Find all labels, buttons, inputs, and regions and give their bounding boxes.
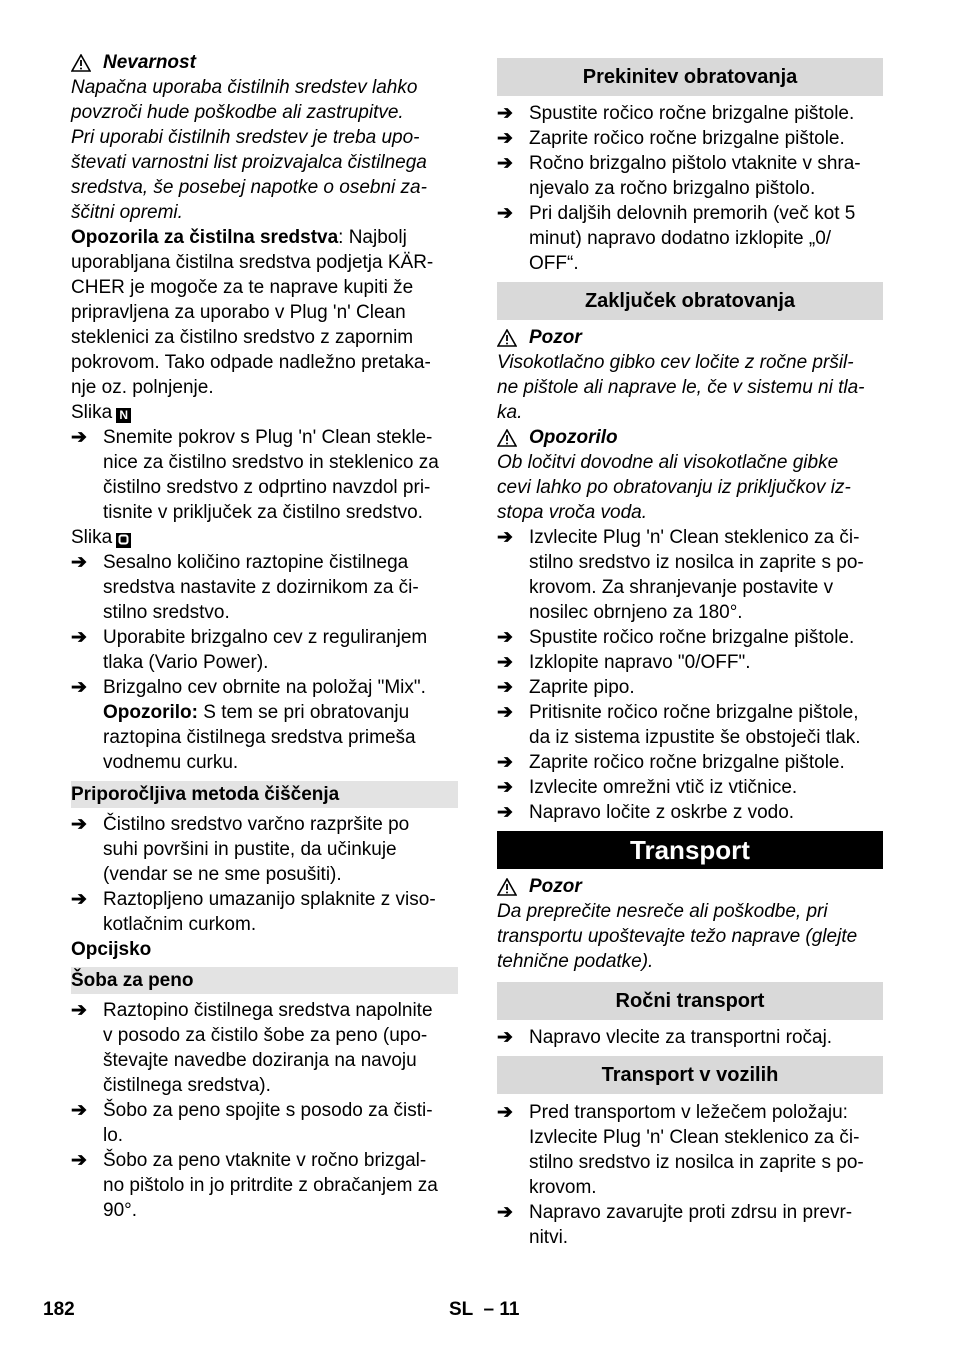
page-number: 182 bbox=[43, 1299, 75, 1320]
page-label: SL – 11 bbox=[449, 1299, 520, 1320]
text-line: nje oz. polnjenje. bbox=[71, 377, 214, 398]
arrow-icon: ➔ bbox=[71, 814, 87, 835]
arrow-icon: ➔ bbox=[497, 203, 513, 224]
step-item bbox=[497, 1100, 883, 1200]
arrow-icon: ➔ bbox=[71, 552, 87, 573]
step-item bbox=[497, 151, 883, 201]
text-line: čistilno sredstvo z odprtino navzdol pri- bbox=[103, 477, 431, 498]
text-line: stilno sredstvo iz nosilca in zaprite s po- bbox=[529, 1152, 864, 1173]
heading-manual-transport: Ročni transport bbox=[497, 982, 883, 1020]
text-line: krovom. bbox=[529, 1177, 597, 1198]
step-text bbox=[529, 625, 883, 650]
text-line: ne pištole ali naprave le, če v sistemu ni tla- bbox=[497, 377, 865, 398]
text-line: Šobo za peno vtaknite v ročno brizgal- bbox=[103, 1150, 427, 1171]
step-text bbox=[103, 550, 458, 625]
text-line: suhi površini in pustite, da učinkuje bbox=[103, 839, 397, 860]
text-line: uporabljana čistilna sredstva podjetja KÄR- bbox=[71, 252, 434, 273]
text-line: Izvlecite omrežni vtič iz vtičnice. bbox=[529, 777, 798, 798]
text-line: no pištolo in jo pritrdite z obračanjem za bbox=[103, 1175, 438, 1196]
figure-key-o bbox=[116, 533, 131, 548]
arrow-icon: ➔ bbox=[497, 1027, 513, 1048]
arrow-icon: ➔ bbox=[497, 1102, 513, 1123]
text-line: raztopina čistilnega sredstva primeša bbox=[103, 727, 416, 748]
text-line: Uporabite brizgalno cev z reguliranjem bbox=[103, 627, 428, 648]
text-line: Zaprite ročico ročne brizgalne pištole. bbox=[529, 752, 845, 773]
text-line: (vendar se ne sme posušiti). bbox=[103, 864, 342, 885]
text-line: Zaprite pipo. bbox=[529, 677, 635, 698]
text-line: OFF“. bbox=[529, 253, 579, 274]
danger-title: Nevarnost bbox=[103, 52, 196, 73]
warning-icon bbox=[497, 329, 517, 347]
step-item bbox=[497, 650, 883, 675]
text-line: sredstva nastavite z dozirnikom za či- bbox=[103, 577, 419, 598]
step-text bbox=[103, 1098, 458, 1148]
text-line: da iz sistema izpustite še obstoječi tlak. bbox=[529, 727, 861, 748]
text-line: ka. bbox=[497, 402, 523, 423]
danger-text bbox=[71, 75, 458, 225]
step-text bbox=[529, 700, 883, 750]
step-text bbox=[529, 126, 883, 151]
arrow-icon: ➔ bbox=[71, 1150, 87, 1171]
text-line: povzroči hude poškodbe ali zastrupitve. bbox=[71, 102, 404, 123]
step-text bbox=[529, 1025, 883, 1050]
arrow-icon: ➔ bbox=[497, 652, 513, 673]
step-item bbox=[71, 550, 458, 625]
text-line: stopa vroča voda. bbox=[497, 502, 647, 523]
text-line: Ob ločitvi dovodne ali visokotlačne gibke bbox=[497, 452, 839, 473]
caution-text bbox=[497, 350, 883, 425]
text-line: sredstva, še posebej napotke o osebni za- bbox=[71, 177, 427, 198]
step-text bbox=[529, 675, 883, 700]
text-line: Sesalno količino raztopine čistilnega bbox=[103, 552, 409, 573]
heading-foam-nozzle: Šoba za peno bbox=[71, 967, 458, 994]
step-text bbox=[529, 800, 883, 825]
text-line: števajte navedbe doziranja na navoju bbox=[103, 1050, 417, 1071]
text-line: Čistilno sredstvo varčno razpršite po bbox=[103, 814, 410, 835]
text-line: Pri uporabi čistilnih sredstev je treba upo- bbox=[71, 127, 420, 148]
text-line: Napravo zavarujte proti zdrsu in prevr- bbox=[529, 1202, 853, 1223]
arrow-icon: ➔ bbox=[71, 1100, 87, 1121]
text-line: Visokotlačno gibko cev ločite z ročne pršil- bbox=[497, 352, 854, 373]
caution-title: Pozor bbox=[529, 327, 582, 348]
step-text bbox=[103, 675, 458, 775]
arrow-icon: ➔ bbox=[497, 128, 513, 149]
text-line: v posodo za čistilo šobe za peno (upo- bbox=[103, 1025, 428, 1046]
warning-heading bbox=[497, 425, 883, 450]
step-item bbox=[71, 887, 458, 937]
step-text bbox=[529, 151, 883, 201]
step-item bbox=[497, 675, 883, 700]
arrow-icon: ➔ bbox=[497, 777, 513, 798]
text-line: Šobo za peno spojite s posodo za čisti- bbox=[103, 1100, 433, 1121]
arrow-icon: ➔ bbox=[71, 1000, 87, 1021]
step-item bbox=[71, 675, 458, 775]
transport-caution-text bbox=[497, 899, 883, 974]
step-item bbox=[497, 1025, 883, 1050]
text-line: cevi lahko po obratovanju iz priključkov iz- bbox=[497, 477, 851, 498]
step-text bbox=[529, 201, 883, 276]
step-item bbox=[71, 1098, 458, 1148]
text-line: pokrovom. Tako odpade nadležno pretaka- bbox=[71, 352, 431, 373]
text-line: vodnemu curku. bbox=[103, 752, 239, 773]
step-item bbox=[71, 812, 458, 887]
heading-end-operation: Zaključek obratovanja bbox=[497, 282, 883, 320]
text-line: tehnične podatke). bbox=[497, 951, 654, 972]
step-item bbox=[497, 1200, 883, 1250]
step-lines bbox=[103, 725, 458, 775]
text-line: Pritisnite ročico ročne brizgalne pištole, bbox=[529, 702, 859, 723]
step-item bbox=[497, 525, 883, 625]
step-text bbox=[529, 650, 883, 675]
danger-heading bbox=[71, 50, 458, 75]
step-text bbox=[529, 1200, 883, 1250]
warning-icon bbox=[71, 54, 91, 72]
arrow-icon: ➔ bbox=[497, 802, 513, 823]
figure-label: Slika bbox=[71, 527, 113, 548]
warning-title: Opozorilo bbox=[529, 427, 618, 448]
arrow-icon: ➔ bbox=[71, 677, 87, 698]
text-line: lo. bbox=[103, 1125, 124, 1146]
step-item bbox=[497, 800, 883, 825]
step-item bbox=[497, 775, 883, 800]
step-item bbox=[71, 1148, 458, 1223]
text-line: Snemite pokrov s Plug 'n' Clean stekle- bbox=[103, 427, 433, 448]
text-line: Da preprečite nesreče ali poškodbe, pri bbox=[497, 901, 828, 922]
text-line: nice za čistilno sredstvo in steklenico za bbox=[103, 452, 439, 473]
arrow-icon: ➔ bbox=[497, 752, 513, 773]
figure-label: Slika bbox=[71, 402, 113, 423]
step-item bbox=[71, 625, 458, 675]
text-line: tlaka (Vario Power). bbox=[103, 652, 269, 673]
figure-ref-o bbox=[71, 525, 458, 550]
step-item bbox=[497, 700, 883, 750]
heading-vehicle-transport: Transport v vozilih bbox=[497, 1056, 883, 1094]
warning-icon bbox=[497, 429, 517, 447]
text-line: čistilnega sredstva). bbox=[103, 1075, 271, 1096]
left-column bbox=[71, 50, 458, 1223]
arrow-icon: ➔ bbox=[497, 702, 513, 723]
text-line: Ročno brizgalno pištolo vtaknite v shra- bbox=[529, 153, 861, 174]
text-line: kotlačnim curkom. bbox=[103, 914, 257, 935]
text-line: krovom. Za shranjevanje postavite v bbox=[529, 577, 834, 598]
text-line: Izvlecite Plug 'n' Clean steklenico za či- bbox=[529, 527, 860, 548]
text-line: Izvlecite Plug 'n' Clean steklenico za či- bbox=[529, 1127, 860, 1148]
text-line: njevalo za ročno brizgalno pištolo. bbox=[529, 178, 816, 199]
heading-recommended-method: Priporočljiva metoda čiščenja bbox=[71, 781, 458, 808]
text-line: pripravljena za uporabo v Plug 'n' Clean bbox=[71, 302, 406, 323]
arrow-icon: ➔ bbox=[71, 627, 87, 648]
step-text bbox=[103, 812, 458, 887]
heading-interrupt-operation: Prekinitev obratovanja bbox=[497, 58, 883, 96]
caution-title: Pozor bbox=[529, 876, 582, 897]
right-column bbox=[497, 58, 883, 1250]
text-line: steklenici za čistilno sredstvo z zapornim bbox=[71, 327, 414, 348]
cleaning-agent-notes bbox=[71, 225, 458, 250]
text-line: Izklopite napravo "0/OFF". bbox=[529, 652, 751, 673]
note-bold: Opozorilo: bbox=[103, 702, 198, 723]
step-text bbox=[103, 998, 458, 1098]
figure-key-n: N bbox=[116, 408, 131, 423]
step-text bbox=[103, 887, 458, 937]
text-line: Napravo ločite z oskrbe z vodo. bbox=[529, 802, 795, 823]
notes-text bbox=[71, 250, 458, 400]
text-line: stilno sredstvo. bbox=[103, 602, 230, 623]
text-line: nosilec obrnjeno za 180°. bbox=[529, 602, 743, 623]
text-line: Napačna uporaba čistilnih sredstev lahko bbox=[71, 77, 418, 98]
arrow-icon: ➔ bbox=[497, 527, 513, 548]
step-text bbox=[529, 775, 883, 800]
step-text bbox=[529, 525, 883, 625]
step-item bbox=[497, 101, 883, 126]
arrow-icon: ➔ bbox=[497, 677, 513, 698]
step-text bbox=[103, 625, 458, 675]
arrow-icon: ➔ bbox=[497, 627, 513, 648]
step-line: Brizgalno cev obrnite na položaj "Mix". bbox=[103, 677, 426, 698]
optional-label: Opcijsko bbox=[71, 939, 152, 960]
text-line: stilno sredstvo iz nosilca in zaprite s po- bbox=[529, 552, 864, 573]
step-item bbox=[497, 625, 883, 650]
text-line: Spustite ročico ročne brizgalne pištole. bbox=[529, 103, 855, 124]
step-item bbox=[497, 201, 883, 276]
text-line: tisnite v priključek za čistilno sredstvo. bbox=[103, 502, 423, 523]
step-line bbox=[103, 700, 458, 725]
transport-caution-heading bbox=[497, 874, 883, 899]
text-line: Napravo vlecite za transportni ročaj. bbox=[529, 1027, 833, 1048]
figure-ref-n bbox=[71, 400, 458, 425]
arrow-icon: ➔ bbox=[71, 427, 87, 448]
step-item bbox=[497, 750, 883, 775]
step-text bbox=[103, 1148, 458, 1223]
heading-transport: Transport bbox=[497, 831, 883, 869]
text-line: Spustite ročico ročne brizgalne pištole. bbox=[529, 627, 855, 648]
warning-text bbox=[497, 450, 883, 525]
step-item bbox=[71, 998, 458, 1098]
arrow-icon: ➔ bbox=[71, 889, 87, 910]
text-line: Pri daljših delovnih premorih (več kot 5 bbox=[529, 203, 856, 224]
note-rest: S tem se pri obratovanju bbox=[197, 702, 410, 723]
notes-rest: : Najbolj bbox=[338, 227, 407, 248]
text-line: CHER je mogoče za te naprave kupiti že bbox=[71, 277, 414, 298]
arrow-icon: ➔ bbox=[497, 1202, 513, 1223]
step-item bbox=[497, 126, 883, 151]
arrow-icon: ➔ bbox=[497, 153, 513, 174]
step-text bbox=[529, 1100, 883, 1200]
text-line: Zaprite ročico ročne brizgalne pištole. bbox=[529, 128, 845, 149]
step-text bbox=[103, 425, 458, 525]
warning-icon bbox=[497, 878, 517, 896]
text-line: transportu upoštevajte težo naprave (glejte bbox=[497, 926, 858, 947]
text-line: minut) napravo dodatno izklopite „0/ bbox=[529, 228, 832, 249]
text-line: Raztopino čistilnega sredstva napolnite bbox=[103, 1000, 433, 1021]
text-line: nitvi. bbox=[529, 1227, 569, 1248]
caution-heading bbox=[497, 325, 883, 350]
text-line: 90°. bbox=[103, 1200, 138, 1221]
step-item bbox=[71, 425, 458, 525]
arrow-icon: ➔ bbox=[497, 103, 513, 124]
notes-bold: Opozorila za čistilna sredstva bbox=[71, 227, 339, 248]
step-text bbox=[529, 750, 883, 775]
step-text bbox=[529, 101, 883, 126]
text-line: Raztopljeno umazanijo splaknite z viso- bbox=[103, 889, 436, 910]
text-line: števati varnostni list proizvajalca čistilnega bbox=[71, 152, 427, 173]
text-line: ščitni opremi. bbox=[71, 202, 183, 223]
text-line: Pred transportom v ležečem položaju: bbox=[529, 1102, 848, 1123]
